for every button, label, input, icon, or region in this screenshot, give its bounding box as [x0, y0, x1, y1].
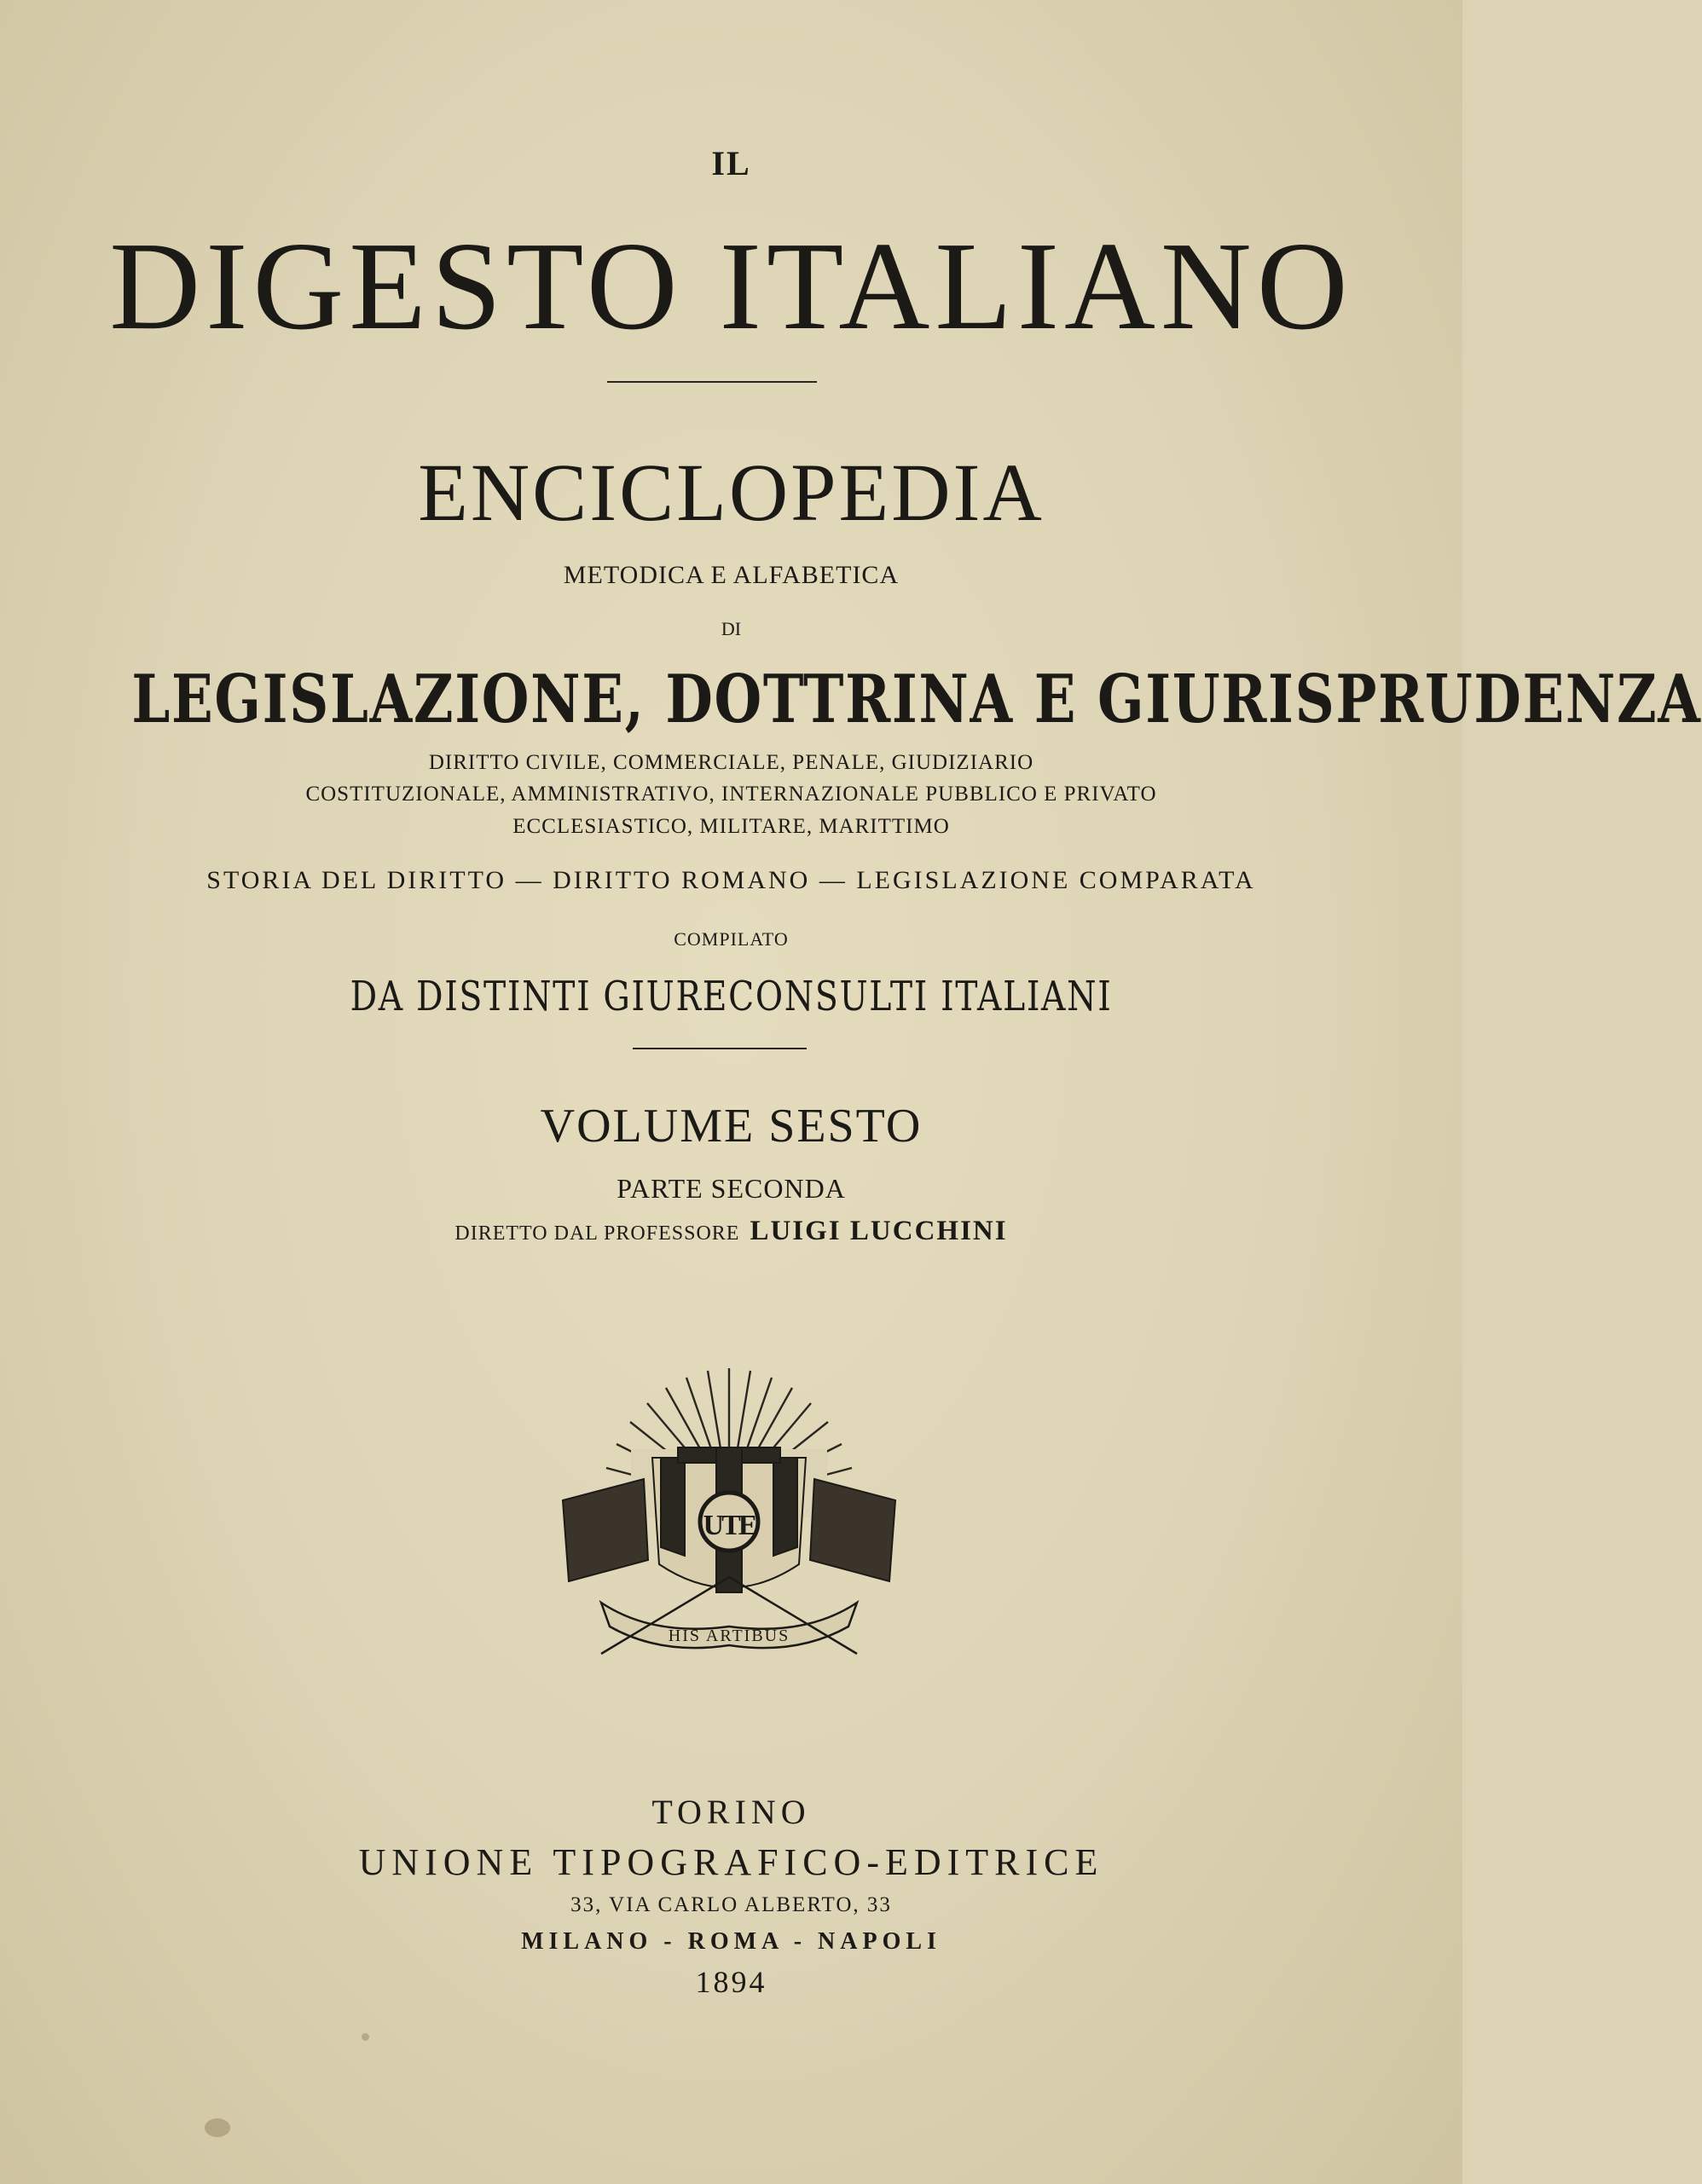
branches-line-2: COSTITUZIONALE, AMMINISTRATIVO, INTERNAZIONALE PUBBLICO E PRIVATO: [305, 783, 1157, 806]
director-name: LUIGI LUCCHINI: [750, 1216, 1008, 1246]
subtitle-line-3: DI: [721, 618, 742, 639]
imprint-branches: MILANO - ROMA - NAPOLI: [521, 1928, 941, 1955]
emblem-motto: HIS ARTIBUS: [668, 1626, 790, 1645]
compiled-label: COMPILATO: [674, 928, 789, 950]
volume-title: VOLUME SESTO: [540, 1100, 923, 1153]
history-line: STORIA DEL DIRITTO — DIRITTO ROMANO — LEGISLAZIONE COMPARATA: [206, 866, 1256, 894]
imprint-publisher: UNIONE TIPOGRAFICO-EDITRICE: [358, 1841, 1104, 1883]
emblem-monogram: UTE: [703, 1510, 755, 1541]
subtitle: ENCICLOPEDIA: [418, 447, 1045, 538]
title-article: IL: [711, 144, 751, 182]
paper-stain: [205, 2118, 230, 2137]
main-title: DIGESTO ITALIANO: [109, 217, 1353, 356]
subtitle-line-2: METODICA E ALFABETICA: [563, 561, 900, 589]
part-label: PARTE SECONDA: [617, 1173, 846, 1204]
imprint-city: TORINO: [651, 1793, 811, 1831]
imprint-address: 33, VIA CARLO ALBERTO, 33: [570, 1893, 892, 1916]
divider-rule-middle: [633, 1048, 807, 1049]
branches-line-3: ECCLESIASTICO, MILITARE, MARITTIMO: [512, 815, 950, 838]
branches-line-1: DIRITTO CIVILE, COMMERCIALE, PENALE, GIUDIZIARIO: [428, 751, 1034, 774]
publisher-emblem: [550, 1355, 908, 1679]
director-line: [0, 1217, 1462, 1245]
paper-speck: [362, 2033, 369, 2041]
authors-line: DA DISTINTI GIURECONSULTI ITALIANI: [350, 973, 1113, 1020]
director-prefix: DIRETTO DAL PROFESSORE: [454, 1222, 740, 1245]
imprint-year: 1894: [695, 1965, 767, 1999]
divider-rule-top: [607, 381, 817, 383]
subject-heading: LEGISLAZIONE, DOTTRINA E GIURISPRUDENZA: [131, 661, 1702, 738]
